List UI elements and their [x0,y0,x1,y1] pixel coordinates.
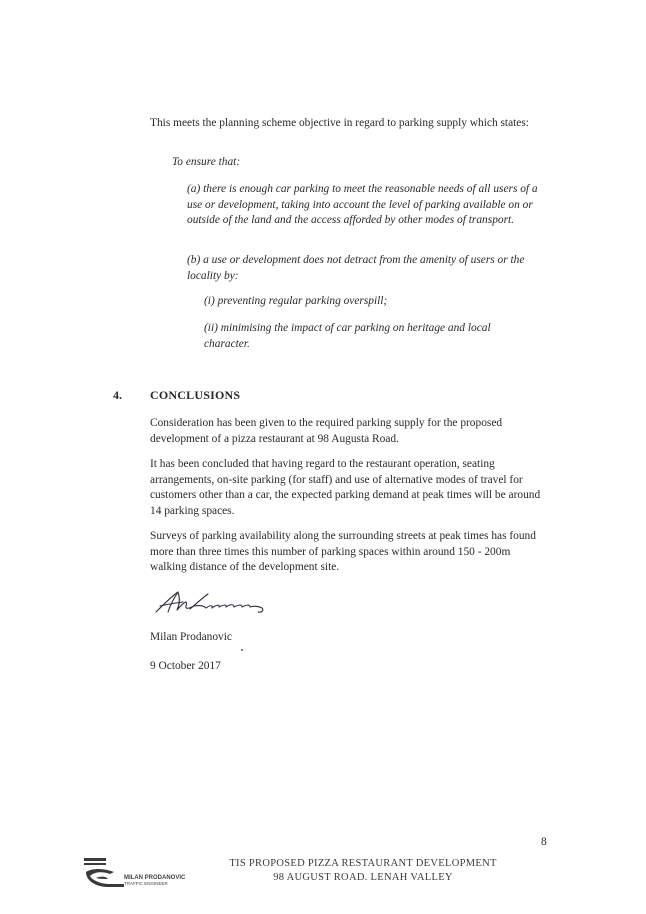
footer-address: 98 AUGUST ROAD. LENAH VALLEY [273,872,453,883]
intro-paragraph: This meets the planning scheme objective in regard to parking supply which states: [150,117,529,129]
section-heading: CONCLUSIONS [150,388,241,402]
ensure-line: To ensure that: [172,156,241,168]
objective-item-i: (i) preventing regular parking overspill; [204,295,388,307]
page-number: 8 [541,836,547,848]
conclusion-paragraph-2: It has been concluded that having regard to the restaurant operation, seating arrangements, on-site parking (for staff) and use of alternative modes of travel for customers other than a car, the expected parking demand at peak times will be around 14 parking spaces. [150,458,541,517]
objective-item-a: (a) there is enough car parking to meet the reasonable needs of all users of a use or development, taking into account the level of parking available on or outside of the land and the access afforded by other modes of transport. [187,183,538,226]
signatory-name: Milan Prodanovic [150,631,232,643]
logo-text [124,875,185,887]
signature-image [150,584,275,620]
signoff-date: 9 October 2017 [150,660,221,672]
section-number: 4. [113,388,122,402]
objective-item-b: (b) a use or development does not detract from the amenity of users or the locality by: [187,254,525,282]
scan-speck [241,649,243,651]
logo-tagline: TRAFFIC ENGINEER [124,881,168,886]
footer-title: TIS PROPOSED PIZZA RESTAURANT DEVELOPMENT [229,858,497,869]
conclusion-paragraph-3: Surveys of parking availability along the surrounding streets at peak times has found more than three times this number of parking spaces within around 150 - 200m walking distance of the development site. [150,530,536,573]
logo-name: MILAN PRODANOVIC [124,875,186,881]
objective-item-ii: (ii) minimising the impact of car parking on heritage and local character. [204,322,491,350]
company-logo [84,858,199,892]
conclusion-paragraph-1: Consideration has been given to the required parking supply for the proposed development of a pizza restaurant at 98 Augusta Road. [150,417,503,445]
